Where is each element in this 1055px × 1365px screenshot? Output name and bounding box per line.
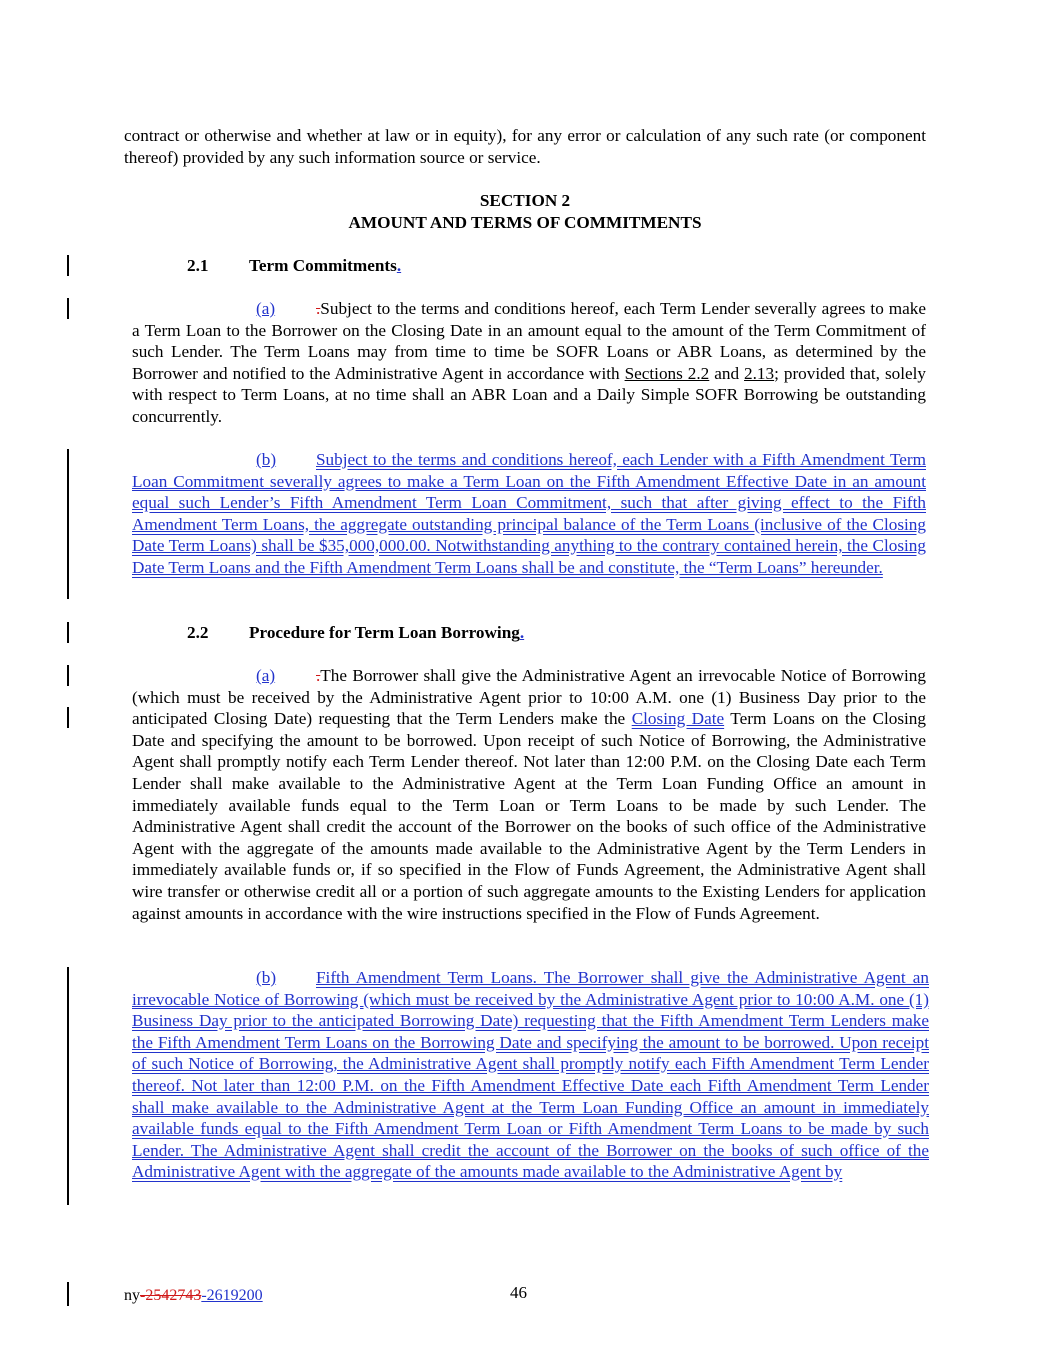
- subsection-title: Procedure for Term Loan Borrowing: [249, 623, 520, 642]
- change-bar: [67, 967, 69, 1205]
- subsection-title: Term Commitments: [249, 256, 397, 275]
- section-heading: [124, 190, 926, 233]
- change-bar: [67, 707, 69, 728]
- subsection-2-1-heading: [187, 255, 401, 277]
- inserted-period: .: [396, 256, 402, 275]
- clause-label: (a): [256, 299, 276, 318]
- change-bar: [67, 622, 69, 643]
- deleted-doc-id: -2542743: [140, 1287, 202, 1304]
- paragraph-2-1-a: (a) .Subject to the terms and conditions hereof, each Term Lender severally agrees to make a Term Loan to the Borrower on the Closing Date in an amount equal to the amount of the Term Commitment of such Lender. The Term Loans may from time to time be SOFR Loans or ABR Loans, as determined by the Borrower and notified to the Administrative Agent in accordance with Sections 2.2 and 2.13; provided that, solely with respect to Term Loans, at no time shall an ABR Loan and a Daily Simple SOFR Borrowing be outstanding concurrently.: [132, 299, 927, 426]
- clause-label: (a): [256, 666, 276, 685]
- cross-reference-link[interactable]: 2.13: [744, 363, 775, 383]
- change-bar: [67, 665, 69, 686]
- document-id: ny-2542743-2619200: [124, 1287, 263, 1304]
- intro-paragraph: contract or otherwise and whether at law or in equity), for any error or calculation of any such rate (or component thereof) provided by any such information source or service.: [124, 126, 926, 167]
- paragraph-2-2-b: [132, 967, 929, 1183]
- change-bar: [67, 449, 69, 599]
- change-bar: [67, 255, 69, 276]
- paragraph-2-1-b: [132, 449, 926, 579]
- clause-label: (b): [256, 968, 277, 987]
- subsection-number: 2.2: [187, 623, 209, 642]
- page-number: 46: [510, 1283, 527, 1302]
- section-number: SECTION 2: [479, 191, 571, 210]
- paragraph-2-2-a: (a) .The Borrower shall give the Administrative Agent an irrevocable Notice of Borrowing (which must be received by the Administrative Agent prior to 10:00 A.M. one (1) Business Day prior to the anticipated Closing Date) requesting that the Term Lenders make the Closing Date Term Loans on the Closing Date and specifying the amount to be borrowed. Upon receipt of such Notice of Borrowing, the Administrative Agent shall promptly notify each Term Lender thereof. Not later than 12:00 P.M. on the Closing Date each Term Lender shall make available to the Administrative Agent at the Term Loan Funding Office an amount in immediately available funds equal to the Term Loan or Term Loans to be made by such Lender. The Administrative Agent shall credit the account of the Borrower on the books of such office of the Administrative Agent with the aggregate of the amounts made available to the Administrative Agent by the Term Lenders in immediately available funds or, if so specified in the Flow of Funds Agreement, the Administrative Agent shall wire transfer or otherwise credit all or a portion of such aggregate amounts to the Existing Lenders for application against amounts in accordance with the wire instructions specified in the Flow of Funds Agreement.: [132, 666, 926, 923]
- inserted-text: Fifth Amendment Term Loans. The Borrower shall give the Administrative Agent an irrevocable Notice of Borrowing (which must be received by the Administrative Agent prior to 10:00 A.M. one (1) Business Day prior to the anticipated Borrowing Date) requesting that the Fifth Amendment Term Lenders make the Fifth Amendment Term Loans on the Borrowing Date and specifying the amount to be borrowed. Upon receipt of such Notice of Borrowing, the Administrative Agent shall promptly notify each Fifth Amendment Term Lender thereof. Not later than 12:00 P.M. on the Fifth Amendment Effective Date each Fifth Amendment Term Lender shall make available to the Administrative Agent at the Term Loan Funding Office an amount in immediately available funds equal to the Fifth Amendment Term Loan or Fifth Amendment Term Loans to be made by such Lender. The Administrative Agent shall credit the account of the Borrower on the books of such office of the Administrative Agent with the aggregate of the amounts made available to the Administrative Agent by: [132, 968, 929, 1182]
- subsection-2-2-heading: [187, 622, 524, 644]
- subsection-number: 2.1: [187, 256, 209, 275]
- inserted-text: Closing Date: [631, 709, 725, 729]
- inserted-period: .: [519, 623, 525, 642]
- deleted-mark: .: [316, 299, 321, 318]
- inserted-doc-id: -2619200: [201, 1287, 263, 1304]
- change-bar: [67, 298, 69, 319]
- section-title: AMOUNT AND TERMS OF COMMITMENTS: [348, 212, 702, 232]
- change-bar: [67, 1282, 69, 1306]
- deleted-mark: .: [316, 666, 321, 685]
- cross-reference-link[interactable]: Sections 2.2: [624, 363, 710, 383]
- clause-label: (b): [256, 450, 277, 469]
- inserted-text: Subject to the terms and conditions hereof, each Lender with a Fifth Amendment Term Loan Commitment severally agrees to make a Term Loan on the Fifth Amendment Effective Date in an amount equal such Lender’s Fifth Amendment Term Loan Commitment, such that after giving effect to the Fifth Amendment Term Loans, the aggregate outstanding principal balance of the Term Loans (inclusive of the Closing Date Term Loans) shall be $35,000,000.00. Notwithstanding anything to the contrary contained herein, the Closing Date Term Loans and the Fifth Amendment Term Loans shall be and constitute, the “Term Loans” hereunder.: [132, 450, 926, 577]
